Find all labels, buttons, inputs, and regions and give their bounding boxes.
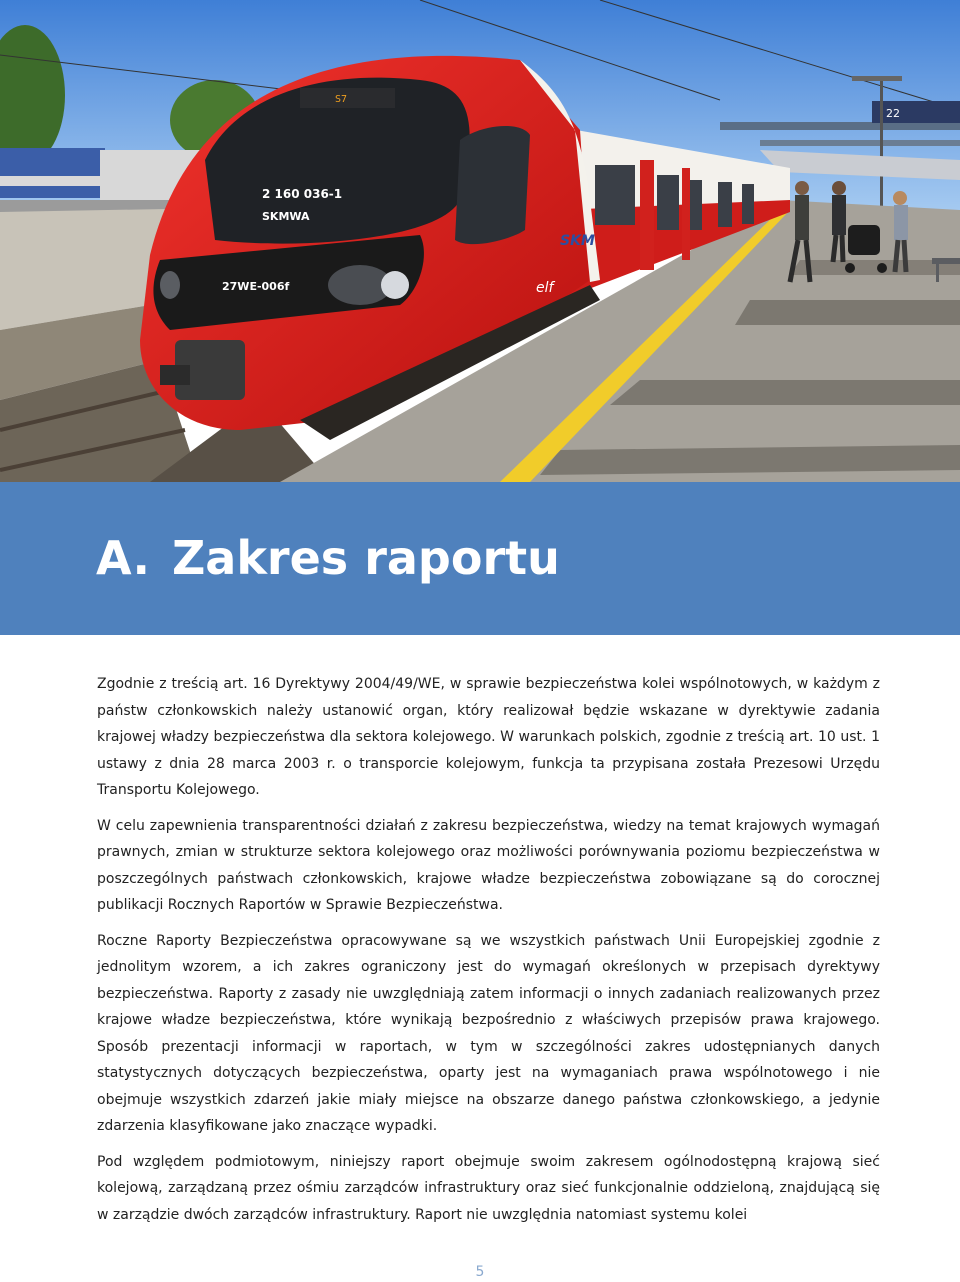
paragraph: Zgodnie z treścią art. 16 Dyrektywy 2004/49/WE, w sprawie bezpieczeństwa kolei wspólnotowych, w każdym z państw członkowskich należy ustanowić organ, który realizował będzie wskazane w dyrektywie zadania krajowej władzy bezpieczeństwa dla sektora kolejowego. W warunkach polskich, zgodnie z treścią art. 10 ust. 1 ustawy z dnia 28 marca 2003 r. o transporcie kolejowym, funkcja ta przypisana została Prezesowi Urzędu Transportu Kolejowego. xyxy=(97,676,880,798)
paragraph: Pod względem podmiotowym, niniejszy raport obejmuje swoim zakresem ogólnodostępną krajową sieć kolejową, zarządzaną przez ośmiu zarządców infrastruktury oraz sieć funkcjonalnie oddzieloną, znajdującą się w zarządzie dwóch zarządców infrastruktury. Raport nie uwzględnia natomiast systemu kolei xyxy=(97,1153,880,1223)
svg-text:SKMWA: SKMWA xyxy=(262,210,310,223)
body-text xyxy=(97,671,880,1237)
svg-text:2 160 036-1: 2 160 036-1 xyxy=(262,187,343,201)
svg-text:22: 22 xyxy=(886,107,900,120)
paragraph: W celu zapewnienia transparentności działań z zakresu bezpieczeństwa, wiedzy na temat krajowych wymagań prawnych, zmian w strukturze sektora kolejowego oraz możliwości porównywania poziomu bezpieczeństwa w poszczególnych państwach członkowskich, krajowe władze bezpieczeństwa zobowiązane są do corocznej publikacji Rocznych Raportów w Sprawie Bezpieczeństwa. xyxy=(97,817,880,913)
section-title xyxy=(96,530,560,586)
svg-text:S7: S7 xyxy=(335,94,348,105)
svg-text:elf: elf xyxy=(536,280,554,296)
page-number: 5 xyxy=(475,1264,485,1280)
train-photo xyxy=(0,0,960,482)
paragraph: Roczne Raporty Bezpieczeństwa opracowywane są we wszystkich państwach Unii Europejskiej zgodnie z jednolitym wzorem, a ich zakres ograniczony jest do wymagań określonych w przepisach dyrektywy bezpieczeństwa. Raporty z zasady nie uwzględniają zatem informacji o innych zadaniach realizowanych przez krajowe władze bezpieczeństwa, które wynikają bezpośrednio z właściwych przepisów prawa krajowego. Sposób prezentacji informacji w raportach, w tym w szczególności zakres udostępnianych danych statystycznych dotyczących bezpieczeństwa, oparty jest na wymaganiach prawa wspólnotowego i nie obejmuje wszystkich zdarzeń jakie miały miejsce na obszarze danego państwa członkowskiego, a jedynie zdarzenia klasyfikowane jako znaczące wypadki. xyxy=(97,932,880,1134)
section-number: A. xyxy=(96,531,150,585)
section-title-text: Zakres raportu xyxy=(171,531,560,585)
svg-text:27WE-006f: 27WE-006f xyxy=(222,280,290,293)
svg-text:SKM: SKM xyxy=(560,233,595,249)
